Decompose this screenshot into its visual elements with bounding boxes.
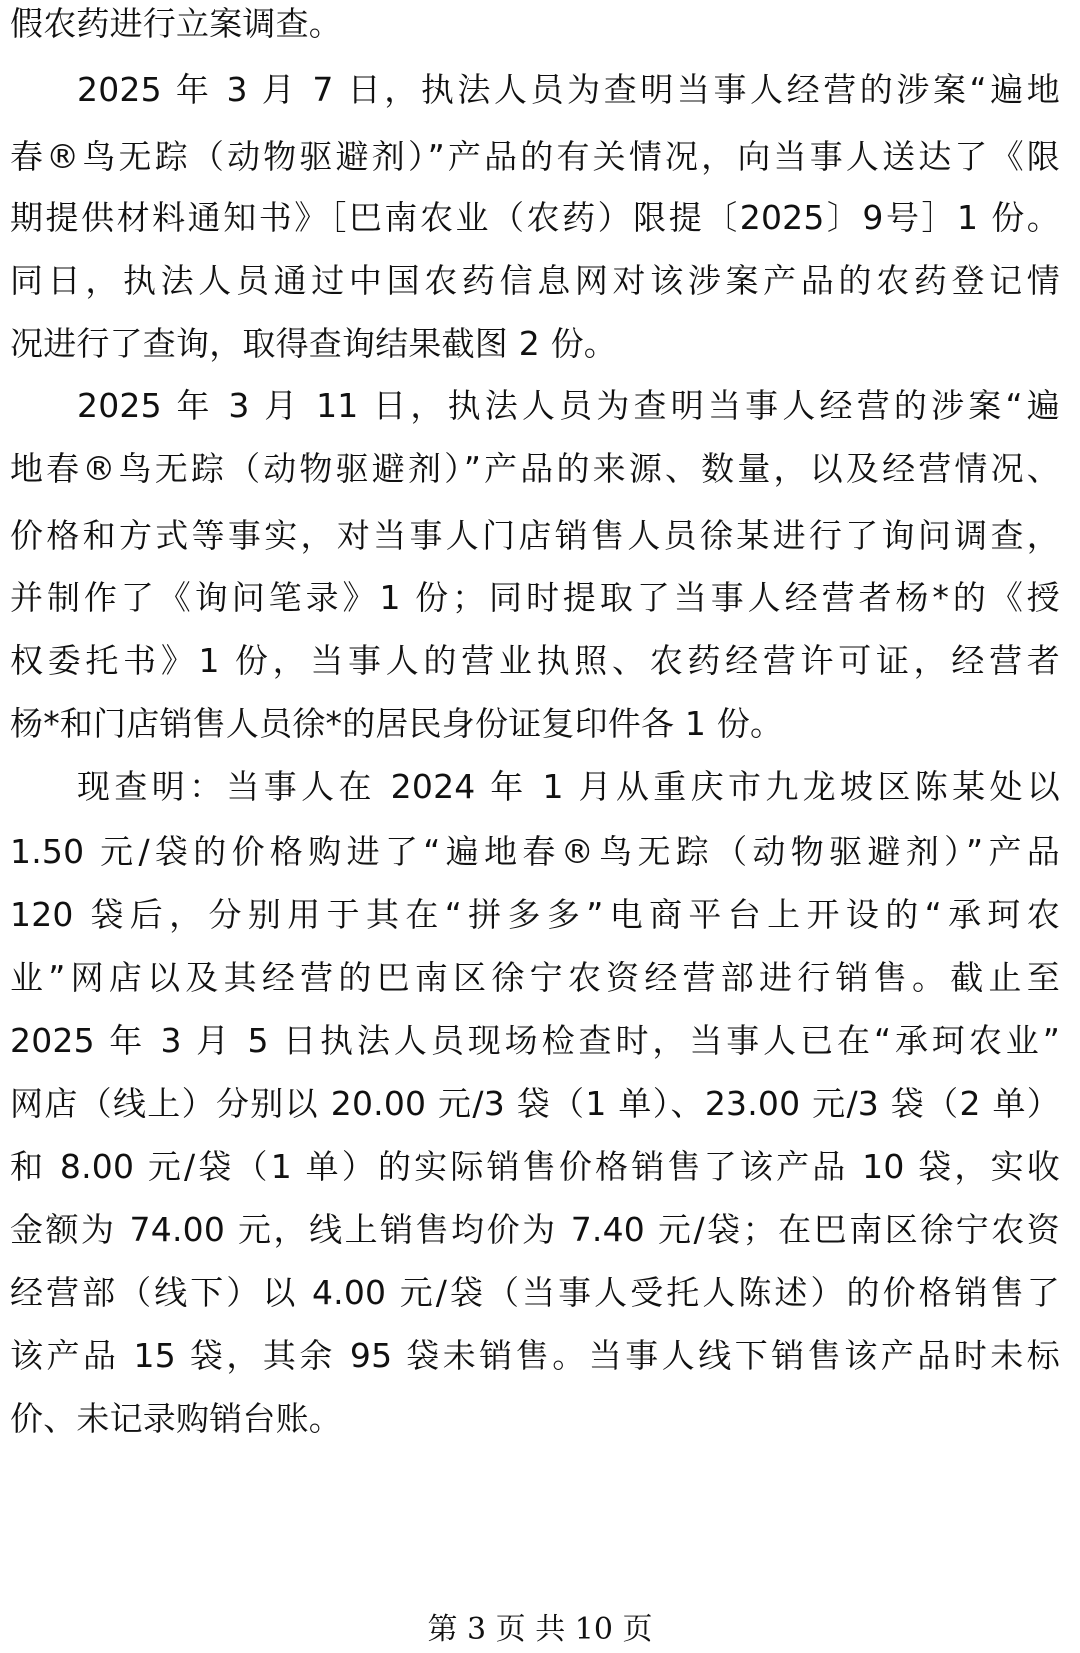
text-line: 春®鸟无踪（动物驱避剂）”产品的有关情况，向当事人送达了《限: [10, 137, 1060, 176]
paragraph-first-line: 2025 年 3 月 7 日，执法人员为查明当事人经营的涉案“遍地: [77, 70, 1060, 109]
text-line: 120 袋后，分别用于其在“拼多多”电商平台上开设的“承珂农: [10, 895, 1060, 934]
text-line: 杨*和门店销售人员徐*的居民身份证复印件各 1 份。: [10, 704, 784, 743]
page-number-footer: 第 3 页 共 10 页: [427, 1612, 653, 1647]
text-line: 并制作了《询问笔录》1 份；同时提取了当事人经营者杨*的《授: [10, 578, 1060, 617]
text-line: 该产品 15 袋，其余 95 袋未销售。当事人线下销售该产品时未标: [10, 1336, 1060, 1375]
text-line: 1.50 元/袋的价格购进了“遍地春®鸟无踪（动物驱避剂）”产品: [10, 832, 1060, 871]
text-line: 期提供材料通知书》［巴南农业（农药）限提〔2025〕9号］1 份。: [10, 198, 1060, 237]
text-line: 况进行了查询，取得查询结果截图 2 份。: [10, 324, 617, 363]
paragraph-first-line: 现查明：当事人在 2024 年 1 月从重庆市九龙坡区陈某处以: [77, 767, 1060, 806]
text-line: 地春®鸟无踪（动物驱避剂）”产品的来源、数量，以及经营情况、: [10, 449, 1060, 488]
text-line: 价格和方式等事实，对当事人门店销售人员徐某进行了询问调查，: [10, 516, 1060, 555]
text-line: 和 8.00 元/袋（1 单）的实际销售价格销售了该产品 10 袋，实收: [10, 1147, 1060, 1186]
text-line: 网店（线上）分别以 20.00 元/3 袋（1 单）、23.00 元/3 袋（2 单）: [10, 1084, 1060, 1123]
text-line: 经营部（线下）以 4.00 元/袋（当事人受托人陈述）的价格销售了: [10, 1273, 1060, 1312]
text-line: 2025 年 3 月 5 日执法人员现场检查时，当事人已在“承珂农业”: [10, 1021, 1060, 1060]
text-line: 假农药进行立案调查。: [10, 4, 342, 43]
text-line: 业”网店以及其经营的巴南区徐宁农资经营部进行销售。截止至: [10, 958, 1060, 997]
paragraph-first-line: 2025 年 3 月 11 日，执法人员为查明当事人经营的涉案“遍: [77, 386, 1060, 425]
text-line: 金额为 74.00 元，线上销售均价为 7.40 元/袋；在巴南区徐宁农资: [10, 1210, 1060, 1249]
text-line: 权委托书》1 份，当事人的营业执照、农药经营许可证，经营者: [10, 641, 1060, 680]
text-line: 同日，执法人员通过中国农药信息网对该涉案产品的农药登记情: [10, 261, 1060, 300]
text-line: 价、未记录购销台账。: [10, 1399, 342, 1438]
